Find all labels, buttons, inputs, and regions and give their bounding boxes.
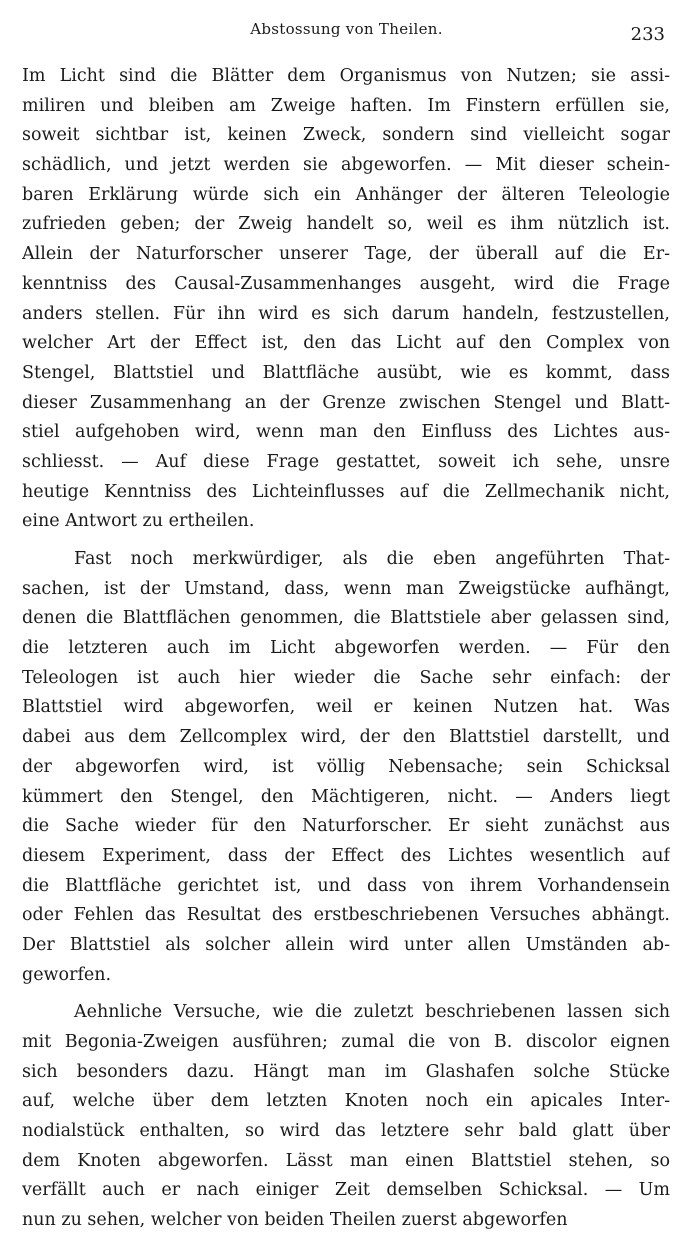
text-line: der abgeworfen wird, ist völlig Nebensache; sein Schicksal [22,756,670,777]
page-header [0,14,693,44]
text-line: heutige Kenntniss des Lichteinflusses auf die Zellmechanik nicht, [22,481,670,502]
text-line: die letzteren auch im Licht abgeworfen werden. — Für den [22,638,670,659]
text-line: sachen, ist der Umstand, dass, wenn man Zweigstücke aufhängt, [22,578,670,599]
paragraph-gap [22,537,670,545]
text-line: baren Erklärung würde sich ein Anhänger der älteren Teleologie [22,184,670,205]
text-line: denen die Blattflächen genommen, die Blattstiele aber gelassen sind, [22,608,670,629]
text-line: nun zu sehen, welcher von beiden Theilen zuerst abgeworfen [22,1210,568,1231]
text-line: mit Begonia-Zweigen ausführen; zumal die von B. discolor eignen [22,1032,670,1052]
text-line: auf, welche über dem letzten Knoten noch ein apicales Inter- [22,1091,670,1112]
text-line: eine Antwort zu ertheilen. [22,511,255,532]
text-line: geworfen. [22,964,112,985]
text-line: nodialstück enthalten, so wird das letztere sehr bald glatt über [22,1121,670,1142]
text-line: Im Licht sind die Blätter dem Organismus von Nutzen; sie assi- [22,66,670,86]
text-line: kenntniss des Causal-Zusammenhanges ausgeht, wird die Frage [22,273,670,294]
text-line: miliren und bleiben am Zweige haften. Im Finstern erfüllen sie, [22,95,670,116]
text-line: Fast noch merkwürdiger, als die eben angeführten That- [74,549,670,569]
text-line: oder Fehlen das Resultat des erstbeschriebenen Versuches abhängt. [22,905,670,926]
text-line: welcher Art der Effect ist, den das Licht auf den Complex von [22,333,670,354]
text-line: soweit sichtbar ist, keinen Zweck, sondern sind vielleicht sogar [22,125,670,146]
paragraph [22,62,670,537]
paragraph [22,998,670,1236]
paragraph-gap [22,990,670,998]
running-title: Abstossung von Theilen. [250,20,443,38]
text-line: Aehnliche Versuche, wie die zuletzt beschriebenen lassen sich [74,1002,670,1023]
text-line: Teleologen ist auch hier wieder die Sache sehr einfach: der [22,667,670,688]
text-line: Stengel, Blattstiel und Blattfläche ausübt, wie es kommt, dass [22,362,670,383]
text-line: verfällt auch er nach einiger Zeit demselben Schicksal. — Um [22,1180,670,1201]
text-line: diesem Experiment, dass der Effect des Lichtes wesentlich auf [22,845,670,866]
text-line: die Sache wieder für den Naturforscher. Er sieht zunächst aus [22,816,670,837]
text-line: kümmert den Stengel, den Mächtigeren, nicht. — Anders liegt [22,786,670,807]
text-line: schädlich, und jetzt werden sie abgeworfen. — Mit dieser schein- [22,155,670,176]
page-number: 233 [630,24,665,45]
text-line: schliesst. — Auf diese Frage gestattet, soweit ich sehe, unsre [22,451,670,472]
body-text [22,62,670,1236]
paragraph [22,545,670,990]
text-line: zufrieden geben; der Zweig handelt so, weil es ihm nützlich ist. [22,214,670,235]
text-line: anders stellen. Für ihn wird es sich darum handeln, festzustellen, [22,303,670,324]
text-line: Blattstiel wird abgeworfen, weil er keinen Nutzen hat. Was [22,697,670,718]
text-line: die Blattfläche gerichtet ist, und dass von ihrem Vorhandensein [22,875,670,896]
text-line: stiel aufgehoben wird, wenn man den Einfluss des Lichtes aus- [22,422,670,443]
text-line: Der Blattstiel als solcher allein wird unter allen Umständen ab- [22,934,670,955]
text-line: dabei aus dem Zellcomplex wird, der den Blattstiel darstellt, und [22,727,670,748]
text-line: sich besonders dazu. Hängt man im Glashafen solche Stücke [22,1061,670,1082]
text-line: dieser Zusammenhang an der Grenze zwischen Stengel und Blatt- [22,392,670,413]
text-line: dem Knoten abgeworfen. Lässt man einen Blattstiel stehen, so [22,1150,670,1171]
text-line: Allein der Naturforscher unserer Tage, der überall auf die Er- [22,244,670,265]
